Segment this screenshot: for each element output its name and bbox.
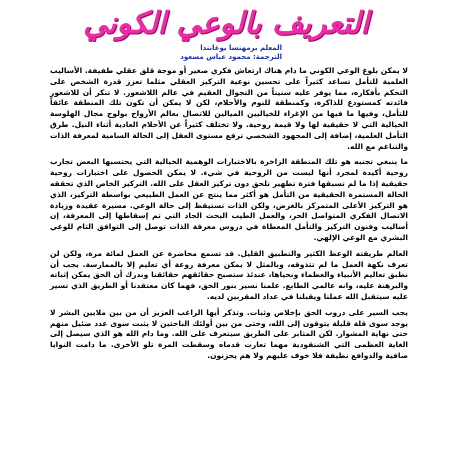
translator-line: الترجمة: محمود عباس مسعود bbox=[180, 53, 282, 61]
paragraph-4: يجب السير على دروب الحق بإخلاص وثبات. وتذكر أيها الراغب العزيز أن من بين ملايين البشر لا يوجد سوى قلة قليلة يتوقون إلى الله، وحتى من بين أولئك الباحثين لا يثبت سوى عدد ضئيل منهم حتى نهاية المشوار. لكن المثابر على الطريق سيتعرف على الله. وما دام الله هو الذي سيصل إلى الغاية العظمى التي الشنقودية مهما تعارت قدماه وسقطت المرة تلو الأخرى. ما دامت النوايا صافية والدوافع نظيفة فلا خوف عليهم ولا هم يحزنون. bbox=[50, 307, 408, 360]
author-line: المعلم برمهنسا يوغانندا bbox=[200, 44, 282, 52]
paragraph-3: العالم طريقته الوعظ الكثير والتطبيق القليل. قد تسمع محاضرة عن العمل لمائة مرة، ولكن لن تعرف نكهة العمل ما لم تتذوقه، وبالمثل لا يمكن معرفة روعة أي تعليم إلا بالممارسة. يجب أن نطبق تعاليم الأنبياء والعظماء ونحياها، عندئذ ستصبح حقائقهم حقائقنا وندرك أن الحق يمكن إثباته والبرهنة عليه، وانه عالمي الطابع. علمنا نسير بنور الحق، فهما كان معتقدنا أو الطريق الذي تسير عليه سيتقبل الله عملنا ويقبلنا في عداد المقربين لديه. bbox=[50, 248, 408, 301]
paragraph-1: لا يمكن بلوغ الوعي الكوني ما دام هناك ارتعاش فكري صغير أو موجة قلق عقلي طفيفة. الأساليب العلمية للتأمل تساعد كثيراً على تحسين نوعية التركيز العقلي مثلما تعزز قدرة الشخص على التحكم بأفكاره، مما يوفر عليه سنيناً من التجوال العقيم في عالم اللاشعور. لا تنكر أن للاشعور فائدته كمستودع للذاكرة، وكمنطقة للنوم والأحلام، لكن لا يمكن أن تكون تلك المنطقة عائقاً للتأمل، وفيها ما فيها من الإغراء للخياليين الميالين للاتصال بعالم الأرواح بولوج مجال الهلوسة الخيالية التي لا حقيقية لها ولا قيمة روحية. ولا تختلف كثيراً عن الأحلام العادية أثناء النيل. طرق التأمل العلمية، إضافة إلى المجهود الشخصي ترفع مستوى العقل إلى الحالة السامية لمعرفة الذات والتناغم مع الله. bbox=[50, 66, 408, 151]
credits bbox=[122, 44, 282, 62]
article-body bbox=[50, 66, 408, 367]
page-title: التعريف بالوعي الكوني bbox=[83, 6, 369, 41]
paragraph-2: ما ينبغي تجنبه هو تلك المنطقة الزاخرة بالاختبارات الوهمية الخيالية التي يحتسبها البعض تجارب روحية أكيدة لمجرد أنها ليست من الروحية في شيء. لا يمكن الحصول على اختبارات روحية حقيقية إذا ما لم تسبقها فترة تطهير تلحق دون تركيز العقل على الله. التركيز الخاص الذي تحققه الحالة المستمرة الحقيقية من التأمل هو أكثر مما ينتج عن العمل الطبيعي بواسطة التركيز، الذي هو التركيز الأعلى المتمركز بالغرض، ولكن الذات تستيقظ إلى حالة الوعي. مسيرة عقيدة وزيادة الاتصال الفكري المتواصل الحر، والعمل الطيب البحث الجاد التي تم إسقاطها إلى المعرفة، إن أساليب وفنون التركيز والتأمل المعطاة في دروس معرفة الذات توصل إلى التوافق التام للوعي البشري مع الوعي الإلهي. bbox=[50, 157, 408, 242]
